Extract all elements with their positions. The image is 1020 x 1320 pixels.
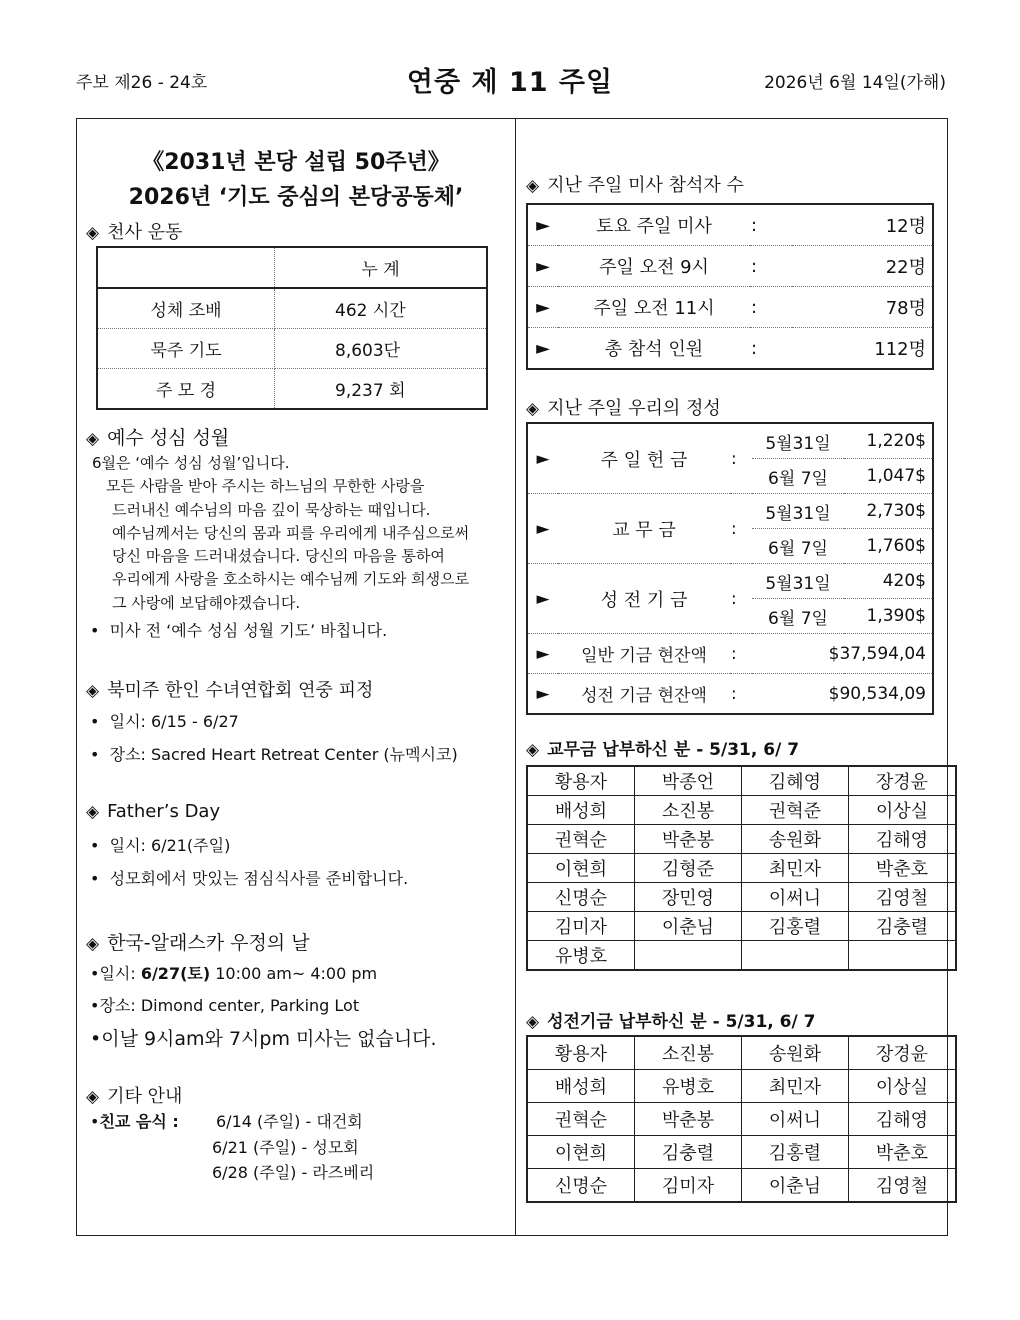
member-name: 박종언 <box>635 766 742 796</box>
member-name: 김미자 <box>635 1169 742 1203</box>
gyomu-heading: ◈ 교무금 납부하신 분 - 5/31, 6/ 7 <box>526 740 800 760</box>
member-name <box>742 941 849 971</box>
diamond-icon: ◈ <box>86 934 100 954</box>
member-name: 황용자 <box>527 1036 635 1070</box>
member-name: 장민영 <box>635 883 742 912</box>
offering-amount: 420$ <box>844 564 933 599</box>
member-name: 권혁순 <box>527 825 635 854</box>
misc-heading: ◈ 기타 안내 <box>86 1086 183 1107</box>
arrow-icon: ► <box>527 246 558 287</box>
arrow-icon: ► <box>527 494 558 564</box>
diamond-icon: ◈ <box>86 429 100 449</box>
member-name: 김충렬 <box>635 1136 742 1169</box>
gyomu-names-table <box>526 765 957 971</box>
member-name: 김홍렬 <box>742 1136 849 1169</box>
offering-date: 5월31일 <box>752 494 844 529</box>
balance-label: 성전 기금 현잔액 <box>581 686 707 706</box>
offering-amount: 1,220$ <box>844 423 933 459</box>
member-name: 이춘님 <box>742 1169 849 1203</box>
angel-row-label: 성체 조배 <box>97 288 275 329</box>
member-name: 신명순 <box>527 1169 635 1203</box>
retreat-place: • 장소: Sacred Heart Retreat Center (뉴멕시코) <box>90 745 458 764</box>
attendance-heading: ◈ 지난 주일 미사 참석자 수 <box>526 175 744 196</box>
angel-row-label: 주 모 경 <box>97 369 275 410</box>
member-name: 배성희 <box>527 796 635 825</box>
arrow-icon: ► <box>527 423 558 494</box>
friendship-heading: ◈ 한국-알래스카 우정의 날 <box>86 932 310 954</box>
fellowship-food-row: 6/21 (주일) - 성모회 <box>212 1138 359 1157</box>
member-name: 김해영 <box>849 1103 957 1136</box>
arrow-icon: ► <box>536 337 550 359</box>
fathers-day-note: • 성모회에서 맛있는 점심식사를 준비합니다. <box>90 869 409 888</box>
column-divider <box>515 118 516 1236</box>
attendance-value: 78명 <box>792 287 933 328</box>
member-name: 김충렬 <box>849 912 957 941</box>
fellowship-food-row: 6/28 (주일) - 라즈베리 <box>212 1163 375 1182</box>
fellowship-food-label: •친교 음식 : <box>90 1112 179 1131</box>
arrow-icon: ► <box>536 683 550 704</box>
offering-amount: 2,730$ <box>844 494 933 529</box>
offering-date: 6월 7일 <box>752 529 844 564</box>
member-name: 이춘님 <box>635 912 742 941</box>
member-name: 황용자 <box>527 766 635 796</box>
member-name: 권혁순 <box>527 1103 635 1136</box>
name-row <box>527 1169 956 1203</box>
member-name: 이써니 <box>742 883 849 912</box>
member-name: 유병호 <box>527 941 635 971</box>
member-name: 소진봉 <box>635 796 742 825</box>
diamond-icon: ◈ <box>526 1012 540 1032</box>
name-row <box>527 796 956 825</box>
diamond-icon: ◈ <box>526 399 540 419</box>
member-name: 김홍렬 <box>742 912 849 941</box>
sacred-heart-bullet: • 미사 전 ‘예수 성심 성월 기도’ 바칩니다. <box>90 621 388 640</box>
angel-row-value: 9,237 회 <box>335 381 406 401</box>
name-row <box>527 1036 956 1070</box>
member-name: 이상실 <box>849 1070 957 1103</box>
name-row <box>527 766 956 796</box>
diamond-icon: ◈ <box>86 223 100 243</box>
sacred-heart-line: 우리에게 사랑을 호소하시는 예수님께 기도와 희생으로 <box>112 570 470 588</box>
angel-heading: ◈ 천사 운동 <box>86 222 183 243</box>
name-row <box>527 1103 956 1136</box>
sacred-heart-line: 모든 사람을 받아 주시는 하느님의 무한한 사랑을 <box>106 477 425 495</box>
friendship-place: •장소: Dimond center, Parking Lot <box>90 996 360 1015</box>
sacred-heart-line: 당신 마음을 드러내셨습니다. 당신의 마음을 통하여 <box>112 547 445 565</box>
member-name: 권혁준 <box>742 796 849 825</box>
colon: : <box>750 246 792 287</box>
offering-heading: ◈ 지난 주일 우리의 정성 <box>526 398 721 419</box>
colon: : <box>750 287 792 328</box>
page-title: 연중 제 11 주일 <box>406 67 614 98</box>
member-name: 송원화 <box>742 1036 849 1070</box>
diamond-icon: ◈ <box>86 681 100 701</box>
arrow-icon: ► <box>527 287 558 328</box>
member-name: 김혜영 <box>742 766 849 796</box>
angel-total-header: 누 계 <box>275 247 488 288</box>
sacred-heart-line: 6월은 ‘예수 성심 성월’입니다. <box>92 454 290 472</box>
bulletin-number: 주보 제26 - 24호 <box>76 73 208 93</box>
member-name: 장경윤 <box>849 1036 957 1070</box>
member-name: 김형준 <box>635 854 742 883</box>
attendance-label: 주일 오전 11시 <box>558 287 750 328</box>
anniversary-title: 《2031년 본당 설립 50주년》 <box>142 150 450 175</box>
attendance-label: 토요 주일 미사 <box>558 204 750 246</box>
offering-table: ► 주 일 헌 금 : 5월31일 1,220$ 6월 7일 1,047$ ► 교 무 금 : 5월31일 2,730$ 6월 7일 1,760$ ► 성 전 기 금 : 5월31일 420$ 6월 7일 1,390$ ► 일반 기금 현잔액 : $37,594,04 ► 성전 기금 현잔액 : $90,534,09 <box>526 422 934 715</box>
sacred-heart-line: 그 사랑에 보답해야겠습니다. <box>112 594 301 612</box>
bulletin-date: 2026년 6월 14일(가해) <box>764 73 946 93</box>
member-name: 김영철 <box>849 883 957 912</box>
angel-row-value: 462 시간 <box>275 288 488 329</box>
colon: : <box>730 634 752 674</box>
member-name: 박춘호 <box>849 1136 957 1169</box>
attendance-value: 22명 <box>792 246 933 287</box>
attendance-value: 112명 <box>874 339 926 360</box>
member-name: 장경윤 <box>849 766 957 796</box>
arrow-icon: ► <box>527 204 558 246</box>
offering-amount: 1,390$ <box>844 599 933 634</box>
member-name: 이현희 <box>527 854 635 883</box>
colon: : <box>751 337 758 359</box>
member-name: 김영철 <box>849 1169 957 1203</box>
building-fund-names-table <box>526 1035 957 1203</box>
member-name: 송원화 <box>742 825 849 854</box>
offering-date: 5월31일 <box>752 423 844 459</box>
offering-date: 6월 7일 <box>752 599 844 634</box>
member-name: 신명순 <box>527 883 635 912</box>
attendance-value: 12명 <box>792 204 933 246</box>
retreat-date: • 일시: 6/15 - 6/27 <box>90 712 239 731</box>
balance-value: $37,594,04 <box>752 634 933 674</box>
building-fund-heading: ◈ 성전기금 납부하신 분 - 5/31, 6/ 7 <box>526 1012 816 1032</box>
member-name: 최민자 <box>742 1070 849 1103</box>
arrow-icon: ► <box>527 634 558 674</box>
offering-amount: 1,760$ <box>844 529 933 564</box>
member-name: 김해영 <box>849 825 957 854</box>
diamond-icon: ◈ <box>526 176 540 196</box>
member-name <box>635 941 742 971</box>
member-name: 이써니 <box>742 1103 849 1136</box>
offering-label: 성 전 기 금 <box>558 564 730 634</box>
offering-date: 6월 7일 <box>752 459 844 494</box>
name-row <box>527 941 956 971</box>
attendance-label: 주일 오전 9시 <box>558 246 750 287</box>
member-name: 최민자 <box>742 854 849 883</box>
offering-amount: 1,047$ <box>844 459 933 494</box>
diamond-icon: ◈ <box>526 740 540 760</box>
sacred-heart-line: 드러내신 예수님의 마음 깊이 묵상하는 때입니다. <box>112 501 431 519</box>
friendship-notice: •이날 9시am와 7시pm 미사는 없습니다. <box>90 1028 437 1050</box>
member-name: 김미자 <box>527 912 635 941</box>
name-row <box>527 825 956 854</box>
member-name <box>849 941 957 971</box>
sacred-heart-heading: ◈ 예수 성심 성월 <box>86 427 230 449</box>
colon: : <box>750 204 792 246</box>
angel-row-value: 8,603단 <box>275 329 488 369</box>
name-row <box>527 1070 956 1103</box>
fathers-day-date: • 일시: 6/21(주일) <box>90 836 231 855</box>
fellowship-food-row: 6/14 (주일) - 대건회 <box>216 1112 363 1131</box>
friendship-date: •일시: 6/27(토) 10:00 am~ 4:00 pm <box>90 964 378 983</box>
member-name: 박춘호 <box>849 854 957 883</box>
attendance-table <box>526 203 934 370</box>
member-name: 이현희 <box>527 1136 635 1169</box>
member-name: 박춘봉 <box>635 825 742 854</box>
balance-value: $90,534,09 <box>828 683 926 704</box>
name-row <box>527 912 956 941</box>
offering-label: 교 무 금 <box>558 494 730 564</box>
member-name: 소진봉 <box>635 1036 742 1070</box>
fathers-day-heading: ◈ Father’s Day <box>86 801 221 822</box>
name-row <box>527 854 956 883</box>
name-row <box>527 883 956 912</box>
member-name: 박춘봉 <box>635 1103 742 1136</box>
member-name: 배성희 <box>527 1070 635 1103</box>
offering-label: 주 일 헌 금 <box>558 423 730 494</box>
member-name: 유병호 <box>635 1070 742 1103</box>
name-row <box>527 1136 956 1169</box>
year-theme-title: 2026년 ‘기도 중심의 본당공동체’ <box>128 185 464 210</box>
attendance-label: 총 참석 인원 <box>604 339 704 360</box>
sacred-heart-line: 예수님께서는 당신의 몸과 피를 우리에게 내주심으로써 <box>112 524 470 542</box>
offering-date: 5월31일 <box>752 564 844 599</box>
angel-table <box>96 246 488 410</box>
colon: : <box>731 683 737 704</box>
balance-label: 일반 기금 현잔액 <box>558 634 730 674</box>
diamond-icon: ◈ <box>86 802 100 822</box>
retreat-heading: ◈ 북미주 한인 수녀연합회 연중 피정 <box>86 680 374 701</box>
angel-row-label: 묵주 기도 <box>97 329 275 369</box>
member-name: 이상실 <box>849 796 957 825</box>
arrow-icon: ► <box>527 564 558 634</box>
diamond-icon: ◈ <box>86 1087 100 1107</box>
